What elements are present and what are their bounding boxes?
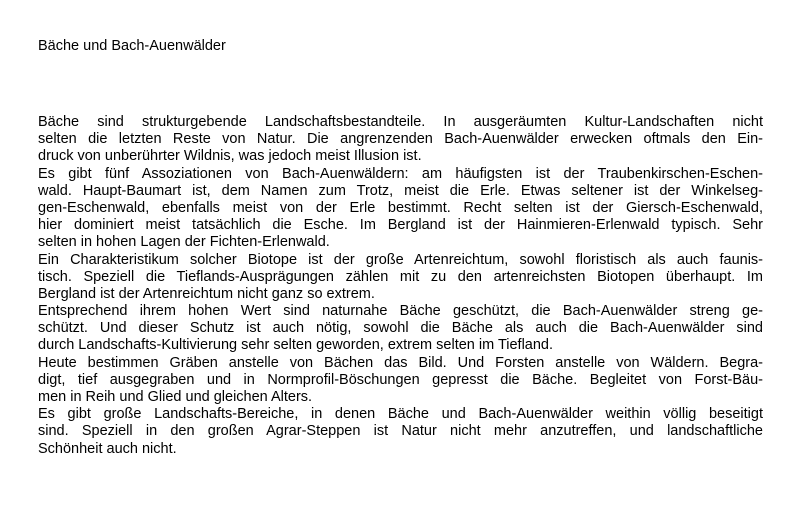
text-line: tisch. Speziell die Tieflands-Ausprägungen zählen mit zu den artenreichsten Biotopen überhaupt. Im xyxy=(38,268,763,285)
text-line: Heute bestimmen Gräben anstelle von Bächen das Bild. Und Forsten anstelle von Wäldern. Begra- xyxy=(38,354,763,371)
text-line: selten in hohen Lagen der Fichten-Erlenwald. xyxy=(38,234,330,251)
text-line: Schönheit auch nicht. xyxy=(38,440,177,457)
text-line: digt, tief ausgegraben und in Normprofil-Böschungen gepresst die Bäche. Begleitet von Forst-Bäu- xyxy=(38,371,763,388)
text-line: wald. Haupt-Baumart ist, dem Namen zum Trotz, meist die Erle. Etwas seltener ist der Winkelseg- xyxy=(38,182,763,199)
paragraph-6 xyxy=(38,406,763,458)
text-line: schützt. Und dieser Schutz ist auch nötig, sowohl die Bäche als auch die Bach-Auenwälder sind xyxy=(38,320,763,337)
paragraph-5 xyxy=(38,355,763,407)
text-line: selten die letzten Reste von Natur. Die angrenzenden Bach-Auenwälder erwecken oftmals den Ein- xyxy=(38,131,763,148)
text-line: druck von unberührter Wildnis, was jedoch meist Illusion ist. xyxy=(38,148,422,165)
paragraph-2 xyxy=(38,166,763,252)
text-line: Es gibt fünf Assoziationen von Bach-Auenwäldern: am häufigsten ist der Traubenkirschen-Eschen- xyxy=(38,165,763,182)
text-line: gen-Eschenwald, ebenfalls meist von der Erle bestimmt. Recht selten ist der Giersch-Eschenwald, xyxy=(38,199,763,216)
text-line: Bäche sind strukturgebende Landschaftsbestandteile. In ausgeräumten Kultur-Landschaften nicht xyxy=(38,114,763,130)
text-line: durch Landschafts-Kultivierung sehr selten geworden, extrem selten im Tiefland. xyxy=(38,337,554,354)
text-line: Ein Charakteristikum solcher Biotope ist der große Artenreichtum, sowohl floristisch als auch faunis- xyxy=(38,251,763,268)
document-body xyxy=(38,114,763,458)
text-line: men in Reih und Glied und gleichen Alters. xyxy=(38,389,313,405)
paragraph-3 xyxy=(38,252,763,304)
text-line: Entsprechend ihrem hohen Wert sind naturnahe Bäche geschützt, die Bach-Auenwälder streng ge- xyxy=(38,303,763,320)
paragraph-1 xyxy=(38,114,763,166)
paragraph-4 xyxy=(38,303,763,355)
text-line: sind. Speziell in den großen Agrar-Steppen ist Natur nicht mehr anzutreffen, und landschaftliche xyxy=(38,423,763,440)
text-line: hier dominiert meist tatsächlich die Esche. Im Bergland ist der Hainmieren-Erlenwald typisch. Sehr xyxy=(38,217,763,234)
text-line: Bergland ist der Artenreichtum nicht ganz so extrem. xyxy=(38,285,375,302)
text-line: Es gibt große Landschafts-Bereiche, in denen Bäche und Bach-Auenwälder weithin völlig beseitigt xyxy=(38,406,763,423)
document-title: Bäche und Bach-Auenwälder xyxy=(38,38,226,54)
